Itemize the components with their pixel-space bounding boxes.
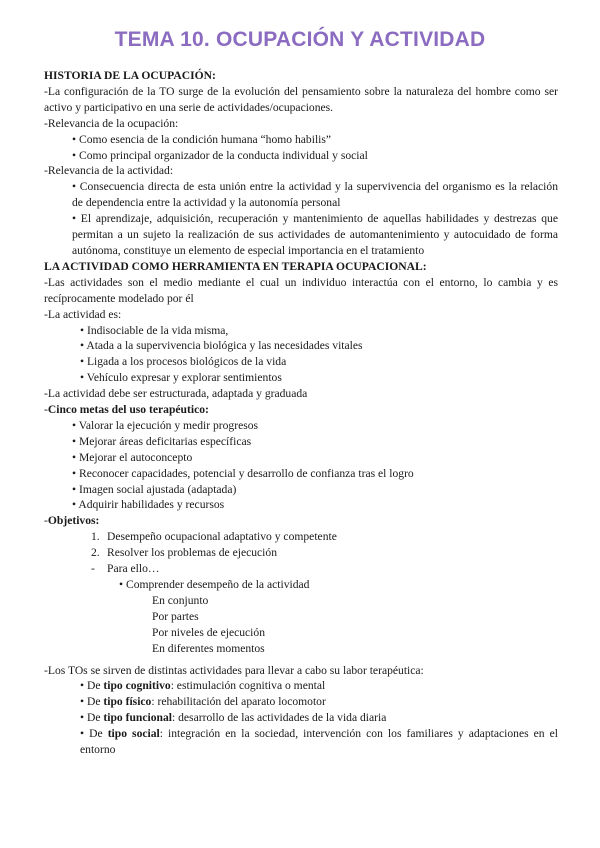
tipo-desc: : estimulación cognitiva o mental	[170, 679, 326, 693]
list-item: • Vehículo expresar y explorar sentimientos	[80, 371, 282, 385]
numbered-item	[44, 529, 558, 545]
dash: -	[44, 514, 48, 528]
list-item: • Valorar la ejecución y medir progresos	[72, 418, 259, 432]
bullet-prefix: • De	[80, 727, 108, 741]
metas-heading: Cinco metas del uso terapéutico:	[47, 403, 209, 417]
list-item: • Ligada a los procesos biológicos de la vida	[80, 355, 287, 369]
list-item: • Mejorar el autoconcepto	[72, 450, 193, 464]
list-item: • Imagen social ajustada (adaptada)	[72, 482, 237, 496]
objetivos-heading: Objetivos:	[47, 514, 100, 528]
item-text: Desempeño ocupacional adaptativo y competente	[107, 530, 337, 544]
list-item: • El aprendizaje, adquisición, recuperación y mantenimiento de aquellas habilidades y destrezas que permitan a un sujeto la realización de sus actividades de automantenimiento y autocuidado de forma autónoma, constituye un elemento de especial importancia en el tratamiento	[72, 212, 558, 257]
list-item: • Reconocer capacidades, potencial y desarrollo de confianza tras el logro	[72, 466, 414, 480]
list-item: • Mejorar áreas deficitarias específicas	[72, 434, 252, 448]
paragraph-tos: -Los TOs se sirven de distintas actividades para llevar a cabo su labor terapéutica:	[44, 663, 424, 677]
tipo-label: tipo cognitivo	[103, 679, 171, 693]
item-number: 2.	[91, 546, 100, 560]
numbered-item	[44, 545, 558, 561]
label-relevancia-ocupacion: -Relevancia de la ocupación:	[44, 116, 179, 130]
subheading-objetivos	[44, 513, 558, 529]
tipo-desc: : desarrollo de las actividades de la vida diaria	[172, 711, 387, 725]
bullet-prefix: • De	[80, 711, 104, 725]
list-item: Por niveles de ejecución	[152, 625, 265, 639]
item-number: -	[91, 562, 95, 576]
list-item: • Indisociable de la vida misma,	[80, 323, 229, 337]
tipo-desc: : integración en la sociedad, intervención con los familiares y adaptaciones en el entorno	[80, 727, 559, 757]
list-item: • Consecuencia directa de esta unión entre la actividad y la supervivencia del organismo es la relación de dependencia entre la actividad y la autonomía personal	[72, 180, 558, 210]
list-item	[44, 726, 558, 758]
tipo-label: tipo funcional	[103, 711, 172, 725]
bullet-prefix: • De	[80, 679, 104, 693]
list-item	[44, 678, 558, 694]
label-relevancia-actividad: -Relevancia de la actividad:	[44, 164, 174, 178]
list-item: • Comprender desempeño de la actividad	[119, 578, 310, 591]
item-text: Resolver los problemas de ejecución	[107, 546, 277, 560]
dash: -	[44, 403, 48, 417]
item-text: Para ello…	[107, 562, 160, 576]
page-title: TEMA 10. OCUPACIÓN Y ACTIVIDAD	[114, 28, 486, 51]
list-item	[44, 694, 558, 710]
bullet-prefix: • De	[80, 695, 104, 709]
list-item	[44, 710, 558, 726]
tipo-label: tipo físico	[103, 695, 152, 709]
list-item: • Adquirir habilidades y recursos	[72, 498, 225, 512]
list-item: • Atada a la supervivencia biológica y las necesidades vitales	[80, 339, 363, 353]
list-item: Por partes	[152, 609, 199, 623]
section-heading-historia: HISTORIA DE LA OCUPACIÓN:	[44, 69, 216, 82]
list-item: • Como principal organizador de la conducta individual y social	[72, 148, 368, 162]
list-item: En diferentes momentos	[152, 641, 265, 655]
tipo-label: tipo social	[107, 727, 160, 741]
label-actividad-es: -La actividad es:	[44, 307, 122, 321]
list-item: • Como esencia de la condición humana “homo habilis”	[72, 132, 332, 146]
paragraph-intro: -La configuración de la TO surge de la evolución del pensamiento sobre la naturaleza del hombre como ser activo y participativo en una serie de actividades/ocupaciones.	[44, 84, 558, 114]
paragraph-actividades: -Las actividades son el medio mediante el cual un individuo interactúa con el entorno, lo cambia y es recíprocamente modelado por él	[44, 275, 558, 305]
section-heading-herramienta: LA ACTIVIDAD COMO HERRAMIENTA EN TERAPIA OCUPACIONAL:	[44, 259, 427, 273]
document-body	[44, 68, 558, 758]
tipo-desc: : rehabilitación del aparato locomotor	[151, 695, 326, 709]
paragraph-actividad-debe: -La actividad debe ser estructurada, adaptada y graduada	[44, 387, 308, 401]
item-number: 1.	[91, 530, 100, 544]
numbered-item	[44, 561, 558, 577]
subheading-metas	[44, 402, 558, 418]
list-item: En conjunto	[152, 593, 209, 607]
